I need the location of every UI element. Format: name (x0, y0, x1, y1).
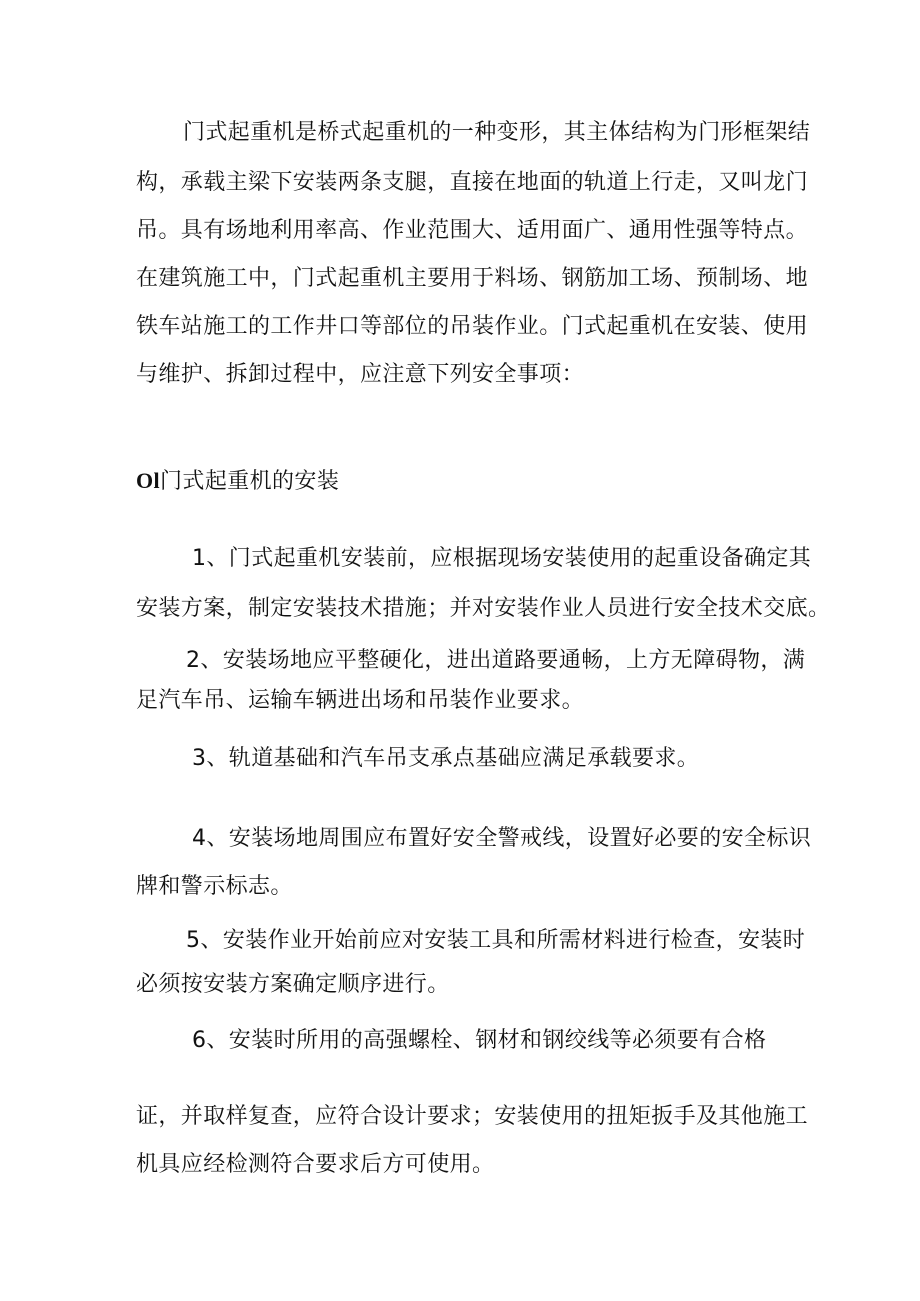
intro-line-3: 吊。具有场地利用率高、作业范围大、适用面广、通用性强等特点。 (136, 218, 809, 243)
item-1-line-2: 安装方案，制定安装技术措施；并对安装作业人员进行安全技术交底。 (136, 596, 831, 621)
item-5-line-1: 5、安装作业开始前应对安装工具和所需材料进行检查，安装时 (186, 928, 806, 953)
item-5-line-2: 必须按安装方案确定顺序进行。 (136, 972, 450, 997)
item-6-cont-line-1: 证，并取样复查，应符合设计要求；安装使用的扭矩扳手及其他施工 (136, 1104, 809, 1129)
item-1-line-1: 1、门式起重机安装前，应根据现场安装使用的起重设备确定其 (192, 546, 812, 571)
item-3-line-1: 3、轨道基础和汽车吊支承点基础应满足承载要求。 (192, 746, 700, 771)
intro-line-1: 门式起重机是桥式起重机的一种变形，其主体结构为门形框架结 (183, 120, 811, 145)
section-number: Ol (136, 468, 161, 493)
item-2-line-1: 2、安装场地应平整硬化，进出道路要通畅，上方无障碍物，满 (186, 648, 806, 673)
section-heading (136, 466, 339, 497)
item-6-line-1: 6、安装时所用的高强螺栓、钢材和钢绞线等必须要有合格 (192, 1028, 767, 1053)
intro-line-4: 在建筑施工中，门式起重机主要用于料场、钢筋加工场、预制场、地 (136, 266, 809, 291)
item-6-cont-line-2: 机具应经检测符合要求后方可使用。 (136, 1152, 495, 1177)
item-4-line-2: 牌和警示标志。 (136, 874, 293, 899)
section-title: 门式起重机的安装 (160, 469, 340, 494)
item-4-line-1: 4、安装场地周围应布置好安全警戒线，设置好必要的安全标识 (192, 826, 812, 851)
intro-line-2: 构，承载主梁下安装两条支腿，直接在地面的轨道上行走，又叫龙门 (136, 170, 809, 195)
intro-line-6: 与维护、拆卸过程中，应注意下列安全事项： (136, 362, 585, 387)
intro-line-5: 铁车站施工的工作井口等部位的吊装作业。门式起重机在安装、使用 (136, 314, 809, 339)
item-2-line-2: 足汽车吊、运输车辆进出场和吊装作业要求。 (136, 688, 585, 713)
